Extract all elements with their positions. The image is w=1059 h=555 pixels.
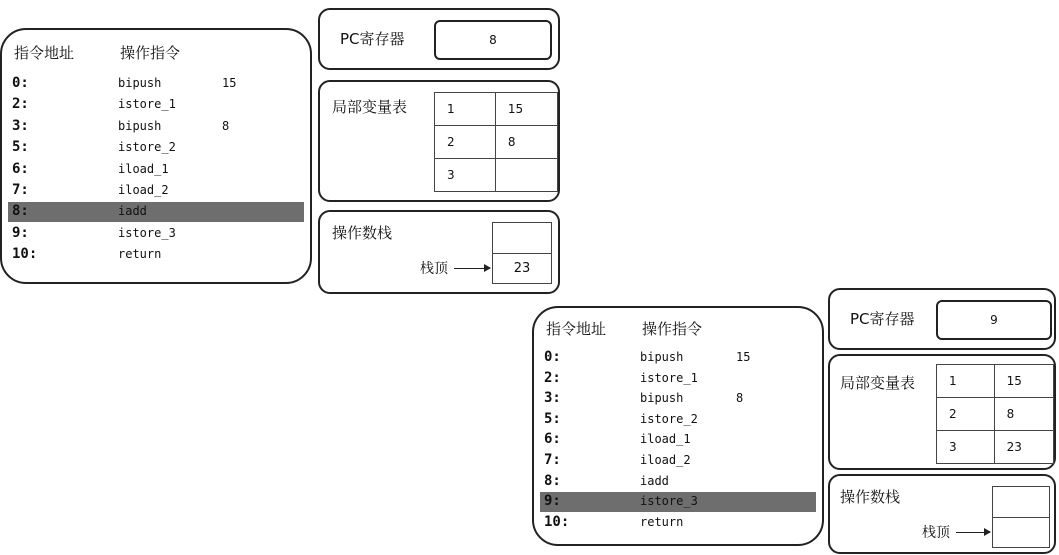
instruction-address: 8: bbox=[12, 203, 29, 220]
local-var-value: 15 bbox=[495, 93, 557, 126]
operand-stack-panel bbox=[318, 210, 560, 294]
instruction-address: 7: bbox=[544, 452, 561, 468]
instruction-row bbox=[540, 492, 816, 512]
instruction-row bbox=[8, 117, 304, 137]
operand-stack bbox=[492, 222, 552, 284]
instruction-row bbox=[8, 74, 304, 94]
instruction-panel bbox=[532, 306, 824, 546]
instruction-address: 0: bbox=[544, 349, 561, 365]
instruction-address: 3: bbox=[12, 117, 29, 134]
instruction-opcode: return bbox=[118, 247, 162, 262]
instruction-opcode: iload_1 bbox=[118, 161, 169, 176]
instruction-opcode: iload_2 bbox=[118, 183, 169, 197]
instruction-opcode: iadd bbox=[640, 473, 669, 488]
instruction-row bbox=[8, 202, 304, 222]
instruction-row bbox=[540, 410, 816, 430]
local-var-slot: 1 bbox=[937, 365, 995, 398]
instruction-opcode: istore_2 bbox=[118, 140, 176, 155]
frame-2 bbox=[532, 282, 1059, 555]
local-var-value: 8 bbox=[994, 398, 1053, 431]
instruction-opcode: bipush bbox=[118, 76, 162, 90]
instruction-address: 0: bbox=[12, 75, 29, 91]
stack-top-label: 栈顶 bbox=[420, 261, 448, 277]
stack-slot bbox=[993, 487, 1049, 517]
instruction-row bbox=[8, 181, 304, 201]
locals-label: 局部变量表 bbox=[332, 98, 408, 116]
local-var-slot: 2 bbox=[435, 126, 496, 159]
local-var-value: 15 bbox=[994, 365, 1053, 398]
local-vars-panel bbox=[828, 354, 1056, 470]
instruction-opcode: bipush bbox=[118, 118, 162, 133]
stack-top-arrow bbox=[956, 532, 990, 533]
instruction-address: 2: bbox=[12, 96, 29, 113]
stack-slot bbox=[493, 223, 551, 253]
instruction-address: 2: bbox=[544, 369, 561, 386]
instruction-row bbox=[540, 472, 816, 492]
stack-label: 操作数栈 bbox=[840, 488, 901, 506]
instruction-operand: 8 bbox=[222, 118, 230, 133]
instruction-operand: 8 bbox=[736, 391, 744, 406]
instruction-row bbox=[8, 160, 304, 180]
local-var-slot: 3 bbox=[435, 159, 496, 192]
operand-stack bbox=[992, 486, 1050, 548]
stack-top-label: 栈顶 bbox=[922, 525, 950, 541]
instruction-row bbox=[540, 430, 816, 450]
instruction-address: 7: bbox=[12, 182, 29, 198]
local-var-row bbox=[435, 159, 558, 192]
instruction-address: 5: bbox=[12, 139, 29, 156]
instruction-operand: 15 bbox=[736, 350, 751, 364]
instruction-address: 9: bbox=[12, 224, 29, 241]
instruction-address: 5: bbox=[544, 410, 561, 427]
instruction-row bbox=[540, 451, 816, 471]
instruction-address: 6: bbox=[12, 160, 29, 177]
instruction-opcode: iload_1 bbox=[640, 432, 691, 447]
stack-slot bbox=[993, 517, 1049, 547]
op-header: 操作指令 bbox=[120, 44, 181, 62]
frame-1 bbox=[0, 0, 565, 300]
pc-value: 8 bbox=[434, 20, 552, 60]
instruction-row bbox=[8, 245, 304, 265]
instruction-address: 6: bbox=[544, 431, 561, 448]
instruction-panel bbox=[0, 28, 312, 284]
instruction-opcode: iadd bbox=[118, 204, 147, 219]
instruction-address: 8: bbox=[544, 472, 561, 489]
instruction-opcode: return bbox=[640, 514, 684, 529]
local-var-value: 8 bbox=[495, 126, 557, 159]
instruction-row bbox=[540, 513, 816, 533]
locals-label: 局部变量表 bbox=[840, 374, 916, 392]
local-var-row bbox=[937, 365, 1054, 398]
stack-slot: 23 bbox=[493, 253, 551, 283]
instruction-opcode: istore_3 bbox=[640, 494, 698, 509]
stack-top-arrow bbox=[454, 268, 490, 269]
local-var-slot: 2 bbox=[937, 398, 995, 431]
local-var-slot: 3 bbox=[937, 431, 995, 464]
local-var-row bbox=[937, 398, 1054, 431]
instruction-address: 10: bbox=[12, 246, 38, 263]
instruction-opcode: istore_2 bbox=[640, 411, 698, 426]
instruction-row bbox=[8, 224, 304, 244]
instruction-row bbox=[540, 369, 816, 389]
pc-label: PC寄存器 bbox=[850, 310, 915, 328]
local-var-row bbox=[435, 93, 558, 126]
pc-register-panel bbox=[828, 288, 1056, 350]
instruction-operand: 15 bbox=[222, 76, 237, 90]
instruction-row bbox=[540, 389, 816, 409]
instruction-address: 10: bbox=[544, 513, 570, 530]
instruction-row bbox=[540, 348, 816, 368]
addr-header: 指令地址 bbox=[14, 44, 75, 62]
local-vars-table bbox=[434, 92, 558, 192]
instruction-row bbox=[8, 138, 304, 158]
instruction-opcode: bipush bbox=[640, 350, 684, 364]
op-header: 操作指令 bbox=[642, 320, 703, 338]
stack-label: 操作数栈 bbox=[332, 224, 393, 242]
operand-stack-panel bbox=[828, 474, 1056, 554]
addr-header: 指令地址 bbox=[546, 320, 607, 338]
local-vars-table bbox=[936, 364, 1054, 464]
instruction-opcode: bipush bbox=[640, 391, 684, 406]
local-vars-panel bbox=[318, 80, 560, 202]
pc-register-panel bbox=[318, 8, 560, 70]
local-var-slot: 1 bbox=[435, 93, 496, 126]
local-var-value: 23 bbox=[994, 431, 1053, 464]
pc-value: 9 bbox=[936, 300, 1052, 340]
local-var-value bbox=[495, 159, 557, 192]
instruction-row bbox=[8, 95, 304, 115]
local-var-row bbox=[435, 126, 558, 159]
instruction-address: 9: bbox=[544, 493, 561, 510]
local-var-row bbox=[937, 431, 1054, 464]
instruction-opcode: iload_2 bbox=[640, 453, 691, 467]
instruction-opcode: istore_3 bbox=[118, 225, 176, 240]
instruction-address: 3: bbox=[544, 390, 561, 407]
instruction-opcode: istore_1 bbox=[118, 97, 176, 112]
pc-label: PC寄存器 bbox=[340, 30, 405, 48]
instruction-opcode: istore_1 bbox=[640, 370, 698, 385]
